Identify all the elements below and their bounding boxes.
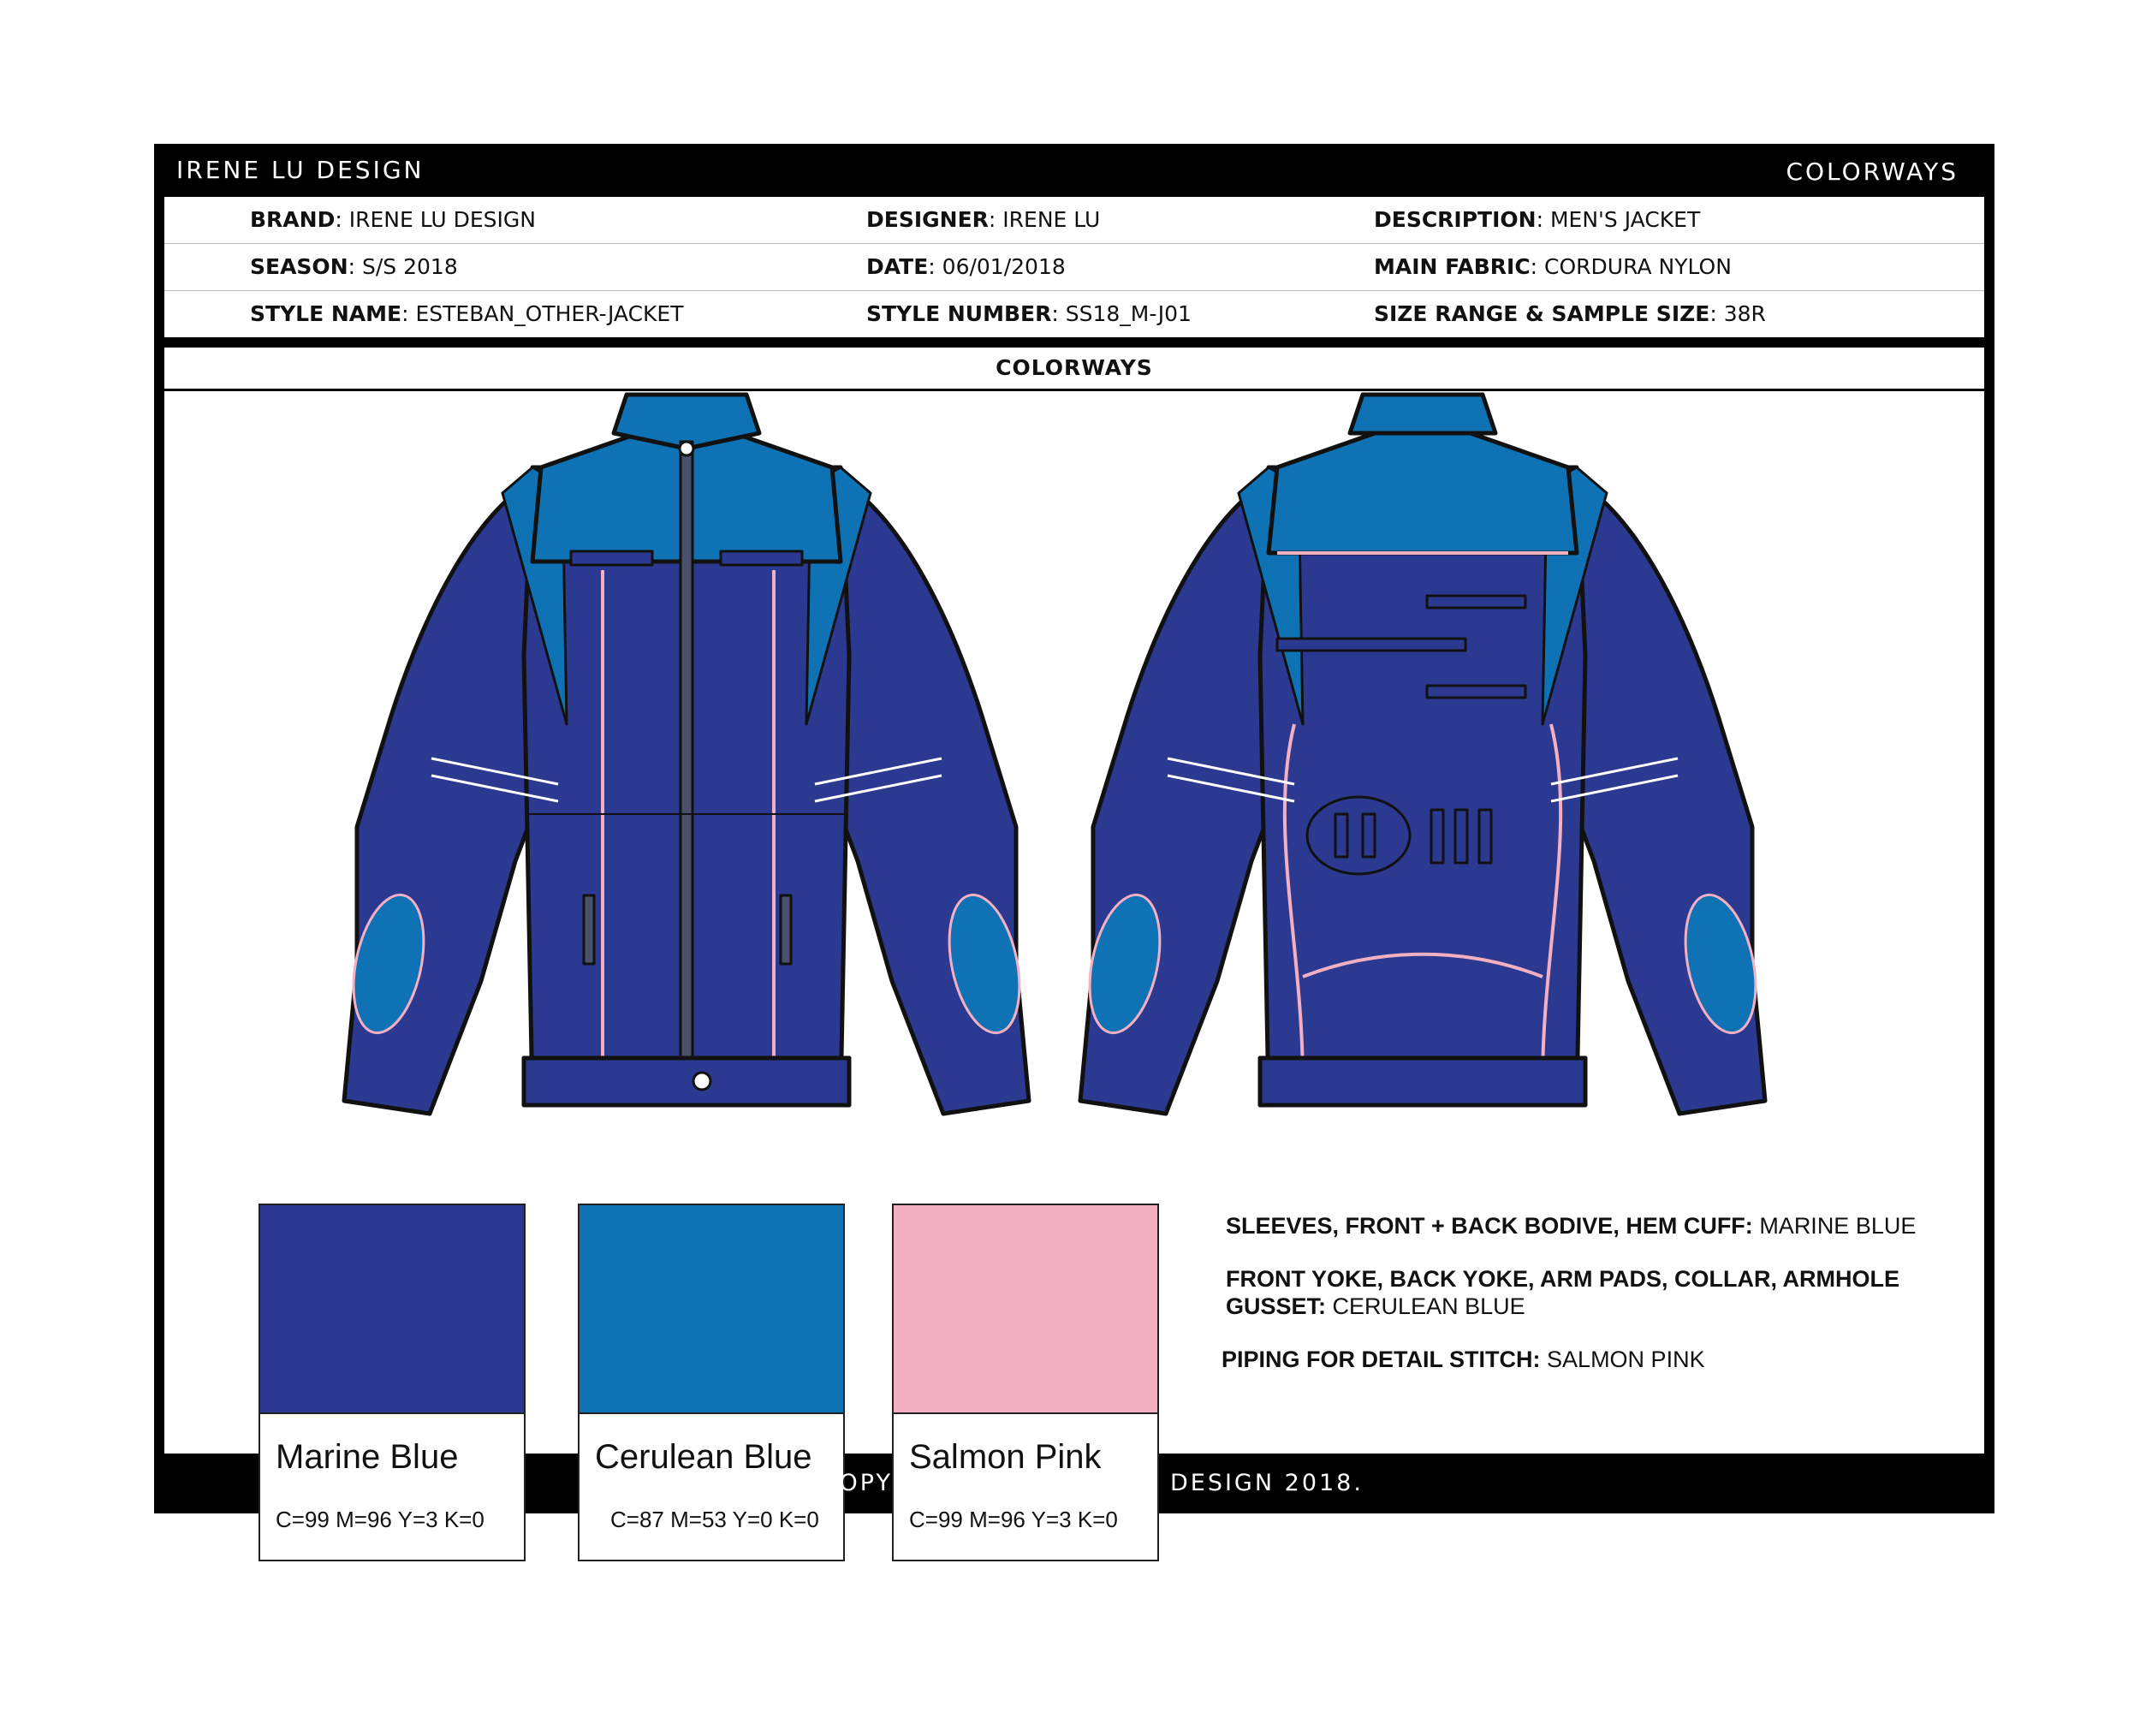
swatch-name: Cerulean Blue — [595, 1438, 812, 1476]
colorways-heading: COLORWAYS — [164, 348, 1984, 391]
brand-title: IRENE LU DESIGN — [176, 156, 425, 184]
description-field: DESCRIPTION: MEN'S JACKET — [1374, 207, 1701, 232]
swatch-name: Salmon Pink — [909, 1438, 1102, 1476]
info-row-3 — [164, 291, 1984, 337]
copyright-footer: © COPYRIGHT OF IRENE LU DESIGN 2018. — [785, 1470, 1364, 1496]
swatch-color-salmon-pink — [894, 1205, 1157, 1414]
style-name-field: STYLE NAME: ESTEBAN_OTHER-JACKET — [250, 301, 684, 326]
color-notes — [1222, 1212, 1928, 1399]
date-field: DATE: 06/01/2018 — [866, 254, 1066, 279]
main-fabric-field: MAIN FABRIC: CORDURA NYLON — [1374, 254, 1732, 279]
tech-sheet — [154, 144, 1994, 1532]
swatch-name: Marine Blue — [276, 1438, 459, 1476]
note-piping: PIPING FOR DETAIL STITCH: SALMON PINK — [1222, 1347, 1705, 1372]
season-field: SEASON: S/S 2018 — [250, 254, 458, 279]
note-yoke: FRONT YOKE, BACK YOKE, ARM PADS, COLLAR, ARMHOLE GUSSET: CERULEAN BLUE — [1226, 1266, 1900, 1319]
jacket-illustrations — [164, 348, 1984, 1118]
swatch-cmyk: C=99 M=96 Y=3 K=0 — [276, 1507, 484, 1532]
info-row-1 — [164, 197, 1984, 244]
spec-info-table — [164, 197, 1984, 337]
designer-field: DESIGNER: IRENE LU — [866, 207, 1101, 232]
swatch-cmyk: C=99 M=96 Y=3 K=0 — [909, 1507, 1118, 1532]
swatch-color-cerulean-blue — [580, 1205, 843, 1414]
note-sleeves: SLEEVES, FRONT + BACK BODIVE, HEM CUFF: MARINE BLUE — [1226, 1213, 1917, 1239]
top-bar — [154, 144, 1994, 197]
swatch-cmyk: C=87 M=53 Y=0 K=0 — [610, 1507, 819, 1532]
style-number-field: STYLE NUMBER: SS18_M-J01 — [866, 301, 1192, 326]
jacket-front-view — [342, 395, 1031, 1114]
swatch-color-marine-blue — [260, 1205, 524, 1414]
size-range-field: SIZE RANGE & SAMPLE SIZE: 38R — [1374, 301, 1766, 326]
section-title: COLORWAYS — [1786, 158, 1959, 186]
info-row-2 — [164, 244, 1984, 291]
jacket-back-view — [1079, 395, 1767, 1114]
brand-field: BRAND: IRENE LU DESIGN — [250, 207, 536, 232]
